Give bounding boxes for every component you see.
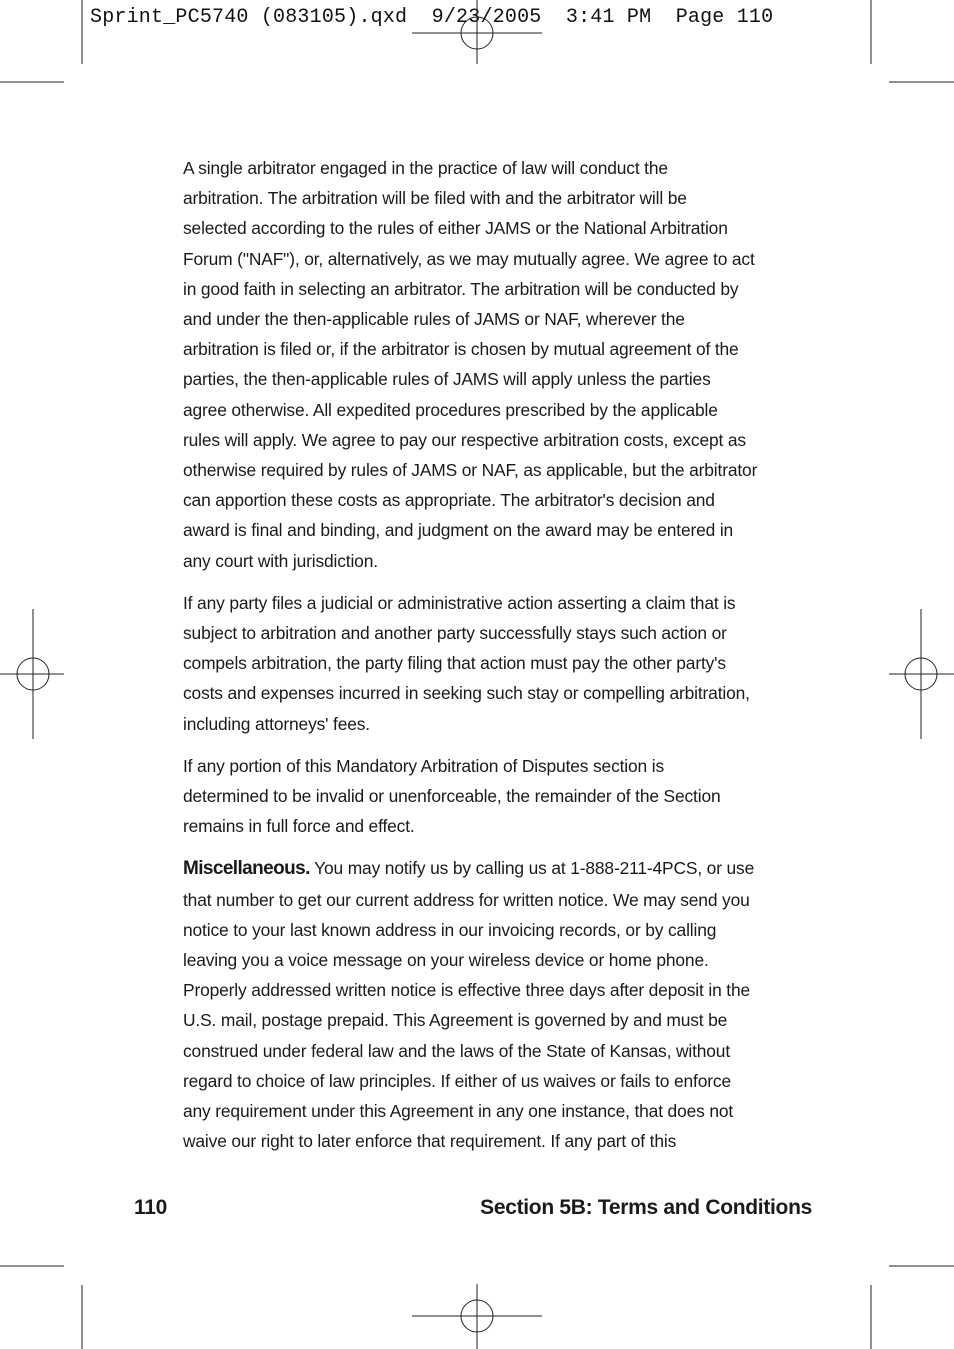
text-line: If any party files a judicial or administrative action asserting a claim that is (183, 592, 736, 613)
text-line: can apportion these costs as appropriate. The arbitrator's decision and (183, 490, 715, 511)
page-number: 110 (134, 1196, 167, 1219)
body-text (183, 153, 799, 1169)
text-line: Properly addressed written notice is effective three days after deposit in the (183, 980, 751, 1001)
text-line: rules will apply. We agree to pay our respective arbitration costs, except as (183, 429, 746, 450)
text-line: any requirement under this Agreement in any one instance, that does not (183, 1101, 734, 1122)
text-line: award is final and binding, and judgment on the award may be entered in (183, 520, 734, 541)
text-line: parties, the then-applicable rules of JAMS will apply unless the parties (183, 369, 711, 390)
text-line: arbitration. The arbitration will be filed with and the arbitrator will be (183, 188, 687, 209)
text-line: regard to choice of law principles. If either of us waives or fails to enforce (183, 1070, 731, 1091)
paragraph-miscellaneous (183, 853, 799, 1156)
text-line: costs and expenses incurred in seeking such stay or compelling arbitration, (183, 683, 750, 704)
text-line: otherwise required by rules of JAMS or NAF, as applicable, but the arbitrator (183, 460, 758, 481)
paragraph-severability (183, 751, 799, 842)
paragraph-fees (183, 588, 799, 739)
text-line: leaving you a voice message on your wireless device or home phone. (183, 950, 709, 971)
text-line: that number to get our current address for written notice. We may send you (183, 889, 750, 910)
registration-mark-right (889, 609, 954, 739)
text-line: and under the then-applicable rules of JAMS or NAF, wherever the (183, 309, 685, 330)
text-line: U.S. mail, postage prepaid. This Agreement is governed by and must be (183, 1010, 728, 1031)
text-line: If any portion of this Mandatory Arbitration of Disputes section is (183, 755, 664, 776)
section-title: Section 5B: Terms and Conditions (480, 1196, 812, 1219)
text-line: determined to be invalid or unenforceable, the remainder of the Section (183, 786, 721, 807)
text-line: subject to arbitration and another party successfully stays such action or (183, 623, 727, 644)
text-line: A single arbitrator engaged in the practice of law will conduct the (183, 158, 668, 178)
print-slug: Sprint_PC5740 (083105).qxd 9/23/2005 3:41 PM Page 110 (90, 6, 774, 29)
text-line: construed under federal law and the laws of the State of Kansas, without (183, 1040, 731, 1061)
text-line: Forum ("NAF"), or, alternatively, as we may mutually agree. We agree to act (183, 248, 755, 269)
text-line: remains in full force and effect. (183, 816, 415, 837)
text-line: any court with jurisdiction. (183, 550, 378, 571)
text-line: waive our right to later enforce that requirement. If any part of this (183, 1131, 677, 1152)
registration-mark-left (0, 609, 64, 739)
text-line: notice to your last known address in our invoicing records, or by calling (183, 919, 717, 940)
text-line: including attorneys' fees. (183, 713, 370, 734)
registration-mark-bottom (412, 1284, 542, 1349)
paragraph-arbitrator (183, 153, 799, 576)
miscellaneous-heading: Miscellaneous. (183, 858, 310, 880)
text-line (183, 853, 799, 884)
registration-mark-top (412, 0, 542, 64)
text-line: in good faith in selecting an arbitrator. The arbitration will be conducted by (183, 278, 739, 299)
text-line: selected according to the rules of either JAMS or the National Arbitration (183, 218, 728, 239)
text-line: arbitration is filed or, if the arbitrator is chosen by mutual agreement of the (183, 339, 739, 360)
text-line: compels arbitration, the party filing that action must pay the other party's (183, 653, 726, 674)
text-line: agree otherwise. All expedited procedures prescribed by the applicable (183, 399, 718, 420)
text-fragment: You may notify us by calling us at 1-888-211-4PCS, or use (309, 858, 755, 879)
